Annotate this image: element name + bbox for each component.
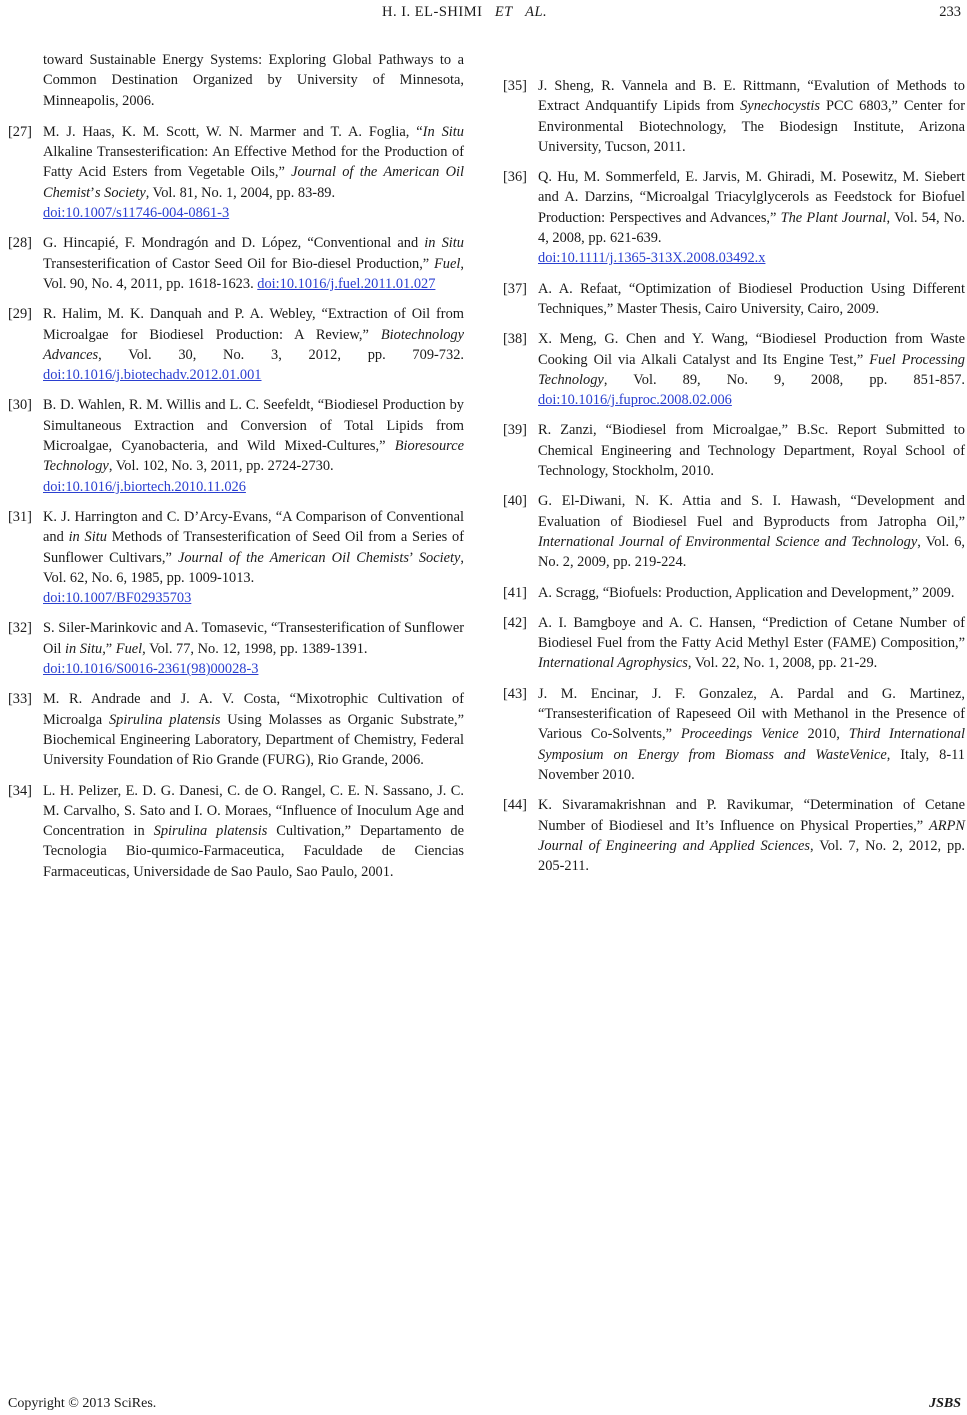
reference-italic: Fuel: [115, 640, 143, 657]
reference-italic: Journal of the American Oil Chemist: [43, 164, 464, 201]
doi-link[interactable]: doi:10.1016/j.biotechadv.2012.01.001: [43, 367, 262, 384]
reference-42: [503, 613, 965, 674]
references-column-right: [503, 50, 965, 886]
reference-number: [29]: [8, 306, 32, 323]
reference-36: [503, 167, 965, 268]
reference-text: , Vol. 77, No. 12, 1998, pp. 1389-1391.: [142, 640, 368, 657]
reference-44: [503, 795, 965, 876]
page-header: [0, 2, 967, 26]
reference-text: X. Meng, G. Chen and Y. Wang, “Biodiesel Production from Waste Cooking Oil via Alkali Catalyst and Its Engine Test,”: [538, 331, 965, 368]
reference-number: [31]: [8, 508, 32, 525]
reference-27: [8, 122, 464, 223]
reference-text: , Vol. 81, No. 1, 2004, pp. 83-89.: [145, 184, 336, 201]
reference-text: Cultivation,” Departamento de Tecnologia Bio-quımico-Farmaceutica, Faculdade de Ciencias Farmaceuticas, Universidade de Sao Paulo, Sao Paulo, 2001.: [43, 823, 464, 880]
reference-text: 2010,: [798, 726, 849, 743]
reference-text: , Vol. 102, No. 3, 2011, pp. 2724-2730.: [108, 458, 334, 475]
reference-continuation: [8, 50, 464, 111]
running-head-al: AL.: [525, 4, 548, 20]
reference-text: L. H. Pelizer, E. D. G. Danesi, C. de O. Rangel, C. E. N. Sassano, J. C. M. Carvalho, S. Sato and I. O. Moraes, “Influence of Inoculum Age and Concentration in: [43, 782, 464, 840]
running-head-authors: H. I. EL-SHIMI: [382, 4, 483, 20]
reference-number: [43]: [503, 685, 527, 702]
reference-38: [503, 329, 965, 410]
reference-text: , Vol. 62, No. 6, 1985, pp. 1009-1013.: [43, 549, 464, 586]
reference-34: [8, 781, 464, 882]
reference-35: [503, 76, 965, 157]
reference-text: G. El-Diwani, N. K. Attia and S. I. Hawash, “Development and Evaluation of Biodiesel Fuel and Byproducts from Jatropha Oil,”: [538, 493, 965, 530]
reference-number: [28]: [8, 235, 32, 252]
reference-text: ’: [408, 549, 419, 566]
reference-43: [503, 684, 965, 785]
reference-number: [40]: [503, 493, 527, 510]
reference-number: [35]: [503, 78, 527, 94]
reference-italic: Spirulina platensis: [108, 711, 221, 728]
reference-italic: Proceedings Venice: [680, 726, 799, 743]
reference-italic: The Plant Journal: [780, 209, 887, 226]
reference-text: , Vol. 89, No. 9, 2008, pp. 851-857.: [603, 371, 965, 388]
reference-text: K. Sivaramakrishnan and P. Ravikumar, “Determination of Cetane Number of Biodiesel and It’s Influence on Physical Properties,”: [538, 797, 965, 834]
reference-italic: ARPN Journal of Engineering and Applied Sciences: [538, 817, 965, 854]
reference-italic: Third International Symposium on Energy from Biomass and WasteVenice: [538, 726, 965, 763]
reference-text: , Vol. 7, No. 2, 2012, pp. 205-211.: [538, 837, 965, 875]
reference-number: [34]: [8, 782, 32, 799]
reference-31: [8, 507, 464, 608]
reference-text: toward Sustainable Energy Systems: Exploring Global Pathways to a Common Destination Organized by University of Minnesota, Minneapolis, 2006.: [43, 52, 464, 109]
reference-text: A. A. Refaat, “Optimization of Biodiesel Production Using Different Techniques,” Master Thesis, Cairo University, Cairo, 2009.: [538, 280, 965, 317]
reference-italic: International Agrophysics: [538, 655, 688, 672]
reference-text: , Vol. 22, No. 1, 2008, pp. 21-29.: [687, 655, 878, 672]
reference-text: S. Siler-Marinkovic and A. Tomasevic, “Transesterification of Sunflower Oil: [43, 620, 464, 657]
reference-text: Methods of Transesterification of Seed Oil from a Series of Sunflower Cultivars,”: [43, 529, 464, 566]
reference-italic: International Journal of Environmental Science and Technology: [538, 533, 918, 550]
copyright-notice: Copyright © 2013 SciRes.: [8, 1396, 157, 1411]
reference-italic: in Situ: [424, 235, 465, 252]
reference-text: , Vol. 6, No. 2, 2009, pp. 219-224.: [538, 533, 966, 571]
reference-text: M. J. Haas, K. M. Scott, W. N. Marmer and T. A. Foglia, “: [43, 123, 423, 140]
reference-italic: Journal of the American Oil Chemists: [177, 549, 409, 566]
page-footer: [8, 1395, 961, 1413]
reference-text: J. Sheng, R. Vannela and B. E. Rittmann, “Evalution of Methods to Extract Andquantify Lipids from: [538, 78, 965, 115]
reference-number: [39]: [503, 422, 527, 439]
journal-abbreviation: JSBS: [929, 1396, 961, 1411]
reference-number: [27]: [8, 123, 32, 140]
reference-32: [8, 618, 464, 679]
reference-italic: Fuel Processing Technology: [538, 351, 965, 388]
reference-text: K. J. Harrington and C. D’Arcy-Evans, “A Comparison of Conventional and: [43, 508, 464, 546]
reference-text: , Vol. 90, No. 4, 2011, pp. 1618-1623.: [43, 255, 464, 292]
reference-number: [42]: [503, 614, 527, 631]
reference-number: [33]: [8, 691, 32, 708]
reference-text: R. Halim, M. K. Danquah and P. A. Webley, “Extraction of Oil from Microalgae for Biodiesel Production: A Review,”: [43, 306, 464, 343]
doi-link[interactable]: doi:10.1016/j.biortech.2010.11.026: [43, 478, 246, 495]
reference-text: R. Zanzi, “Biodiesel from Microalgae,” B.Sc. Report Submitted to Chemical Engineering and Technology Department, Royal School of Technology, Stockholm, 2010.: [538, 422, 965, 480]
reference-33: [8, 689, 464, 770]
reference-text: Q. Hu, M. Sommerfeld, E. Jarvis, M. Ghiradi, M. Posewitz, M. Siebert and A. Darzins, “Microalgal Triacylglycerols as Feedstock for Biofuel Production: Perspectives and Advances,”: [538, 169, 965, 226]
reference-italic: Society: [418, 549, 461, 566]
reference-28: [8, 233, 464, 294]
reference-39: [503, 420, 965, 481]
reference-37: [503, 279, 965, 320]
reference-italic: Synechocystis: [740, 98, 821, 115]
reference-text: M. R. Andrade and J. A. V. Costa, “Mixotrophic Cultivation of Microalga: [43, 691, 464, 728]
reference-number: [32]: [8, 620, 32, 637]
reference-text: G. Hincapié, F. Mondragón and D. López, “Conventional and: [43, 235, 425, 252]
reference-number: [37]: [503, 280, 527, 297]
reference-text: J. M. Encinar, J. F. Gonzalez, A. Pardal and G. Martinez, “Transesterification of Rapeseed Oil with Methanol in the Presence of Various Co-Solvents,”: [538, 685, 965, 743]
doi-link[interactable]: doi:10.1016/j.fuel.2011.01.027: [257, 275, 436, 292]
doi-link[interactable]: doi:10.1007/s11746-004-0861-3: [43, 205, 230, 222]
doi-link[interactable]: doi:10.1016/S0016-2361(98)00028-3: [43, 661, 259, 678]
reference-italic: in Situ: [68, 529, 107, 546]
reference-number: [30]: [8, 397, 32, 414]
doi-link[interactable]: doi:10.1016/j.fuproc.2008.02.006: [538, 392, 732, 409]
reference-text: A. I. Bamgboye and A. C. Hansen, “Prediction of Cetane Number of Biodiesel Fuel from the Fatty Acid Methyl Ester (FAME) Composition,”: [538, 614, 965, 652]
reference-italic: Fuel: [434, 255, 461, 272]
reference-text: Alkaline Transesterification: An Effective Method for the Production of Fatty Acid Esters from Vegetable Oils,”: [43, 144, 464, 181]
running-head-et: ET: [494, 4, 513, 20]
reference-text: , Vol. 30, No. 3, 2012, pp. 709-732.: [98, 346, 464, 363]
reference-text: Transesterification of Castor Seed Oil for Bio-diesel Production,”: [43, 255, 435, 272]
reference-italic: s Society: [94, 184, 146, 201]
reference-text: ,”: [102, 640, 116, 657]
reference-number: [44]: [503, 797, 527, 814]
reference-40: [503, 491, 965, 572]
reference-text: Using Molasses as Organic Substrate,” Biochemical Engineering Laboratory, Department of Chemistry, Federal University Foundation of Rio Grande (FURG), Rio Grande, 2006.: [43, 711, 465, 769]
reference-30: [8, 395, 464, 496]
reference-29: [8, 304, 464, 385]
reference-text: , Italy, 8-11 November 2010.: [538, 746, 965, 783]
reference-text: B. D. Wahlen, R. M. Willis and L. C. Seefeldt, “Biodiesel Production by Simultaneous Extraction and Conversion of Total Lipids from Microalgae, Cyanobacteria, and Wild Mixed-Cultures,”: [43, 397, 464, 455]
reference-italic: Biotechnology Advances: [43, 326, 464, 363]
reference-text: , Vol. 54, No. 4, 2008, pp. 621-639.: [538, 209, 965, 247]
references-column-left: [8, 50, 464, 892]
reference-number: [38]: [503, 331, 527, 348]
reference-text: A. Scragg, “Biofuels: Production, Application and Development,” 2009.: [538, 584, 955, 601]
doi-link[interactable]: doi:10.1007/BF02935703: [43, 590, 192, 607]
reference-italic: Bioresource Technology: [43, 438, 464, 475]
page-number: 233: [939, 4, 961, 20]
reference-italic: In Situ: [422, 123, 464, 140]
reference-italic: Spirulina platensis: [153, 823, 268, 840]
reference-41: [503, 583, 965, 603]
reference-number: [41]: [503, 584, 527, 601]
reference-text: ’: [90, 184, 95, 201]
doi-link[interactable]: doi:10.1111/j.1365-313X.2008.03492.x: [538, 250, 766, 267]
running-head: [382, 2, 547, 22]
reference-italic: in Situ: [65, 640, 103, 657]
reference-text: PCC 6803,” Center for Environmental Biotechnology, The Biodesign Institute, Arizona University, Tucson, 2011.: [538, 98, 965, 155]
reference-number: [36]: [503, 169, 527, 186]
